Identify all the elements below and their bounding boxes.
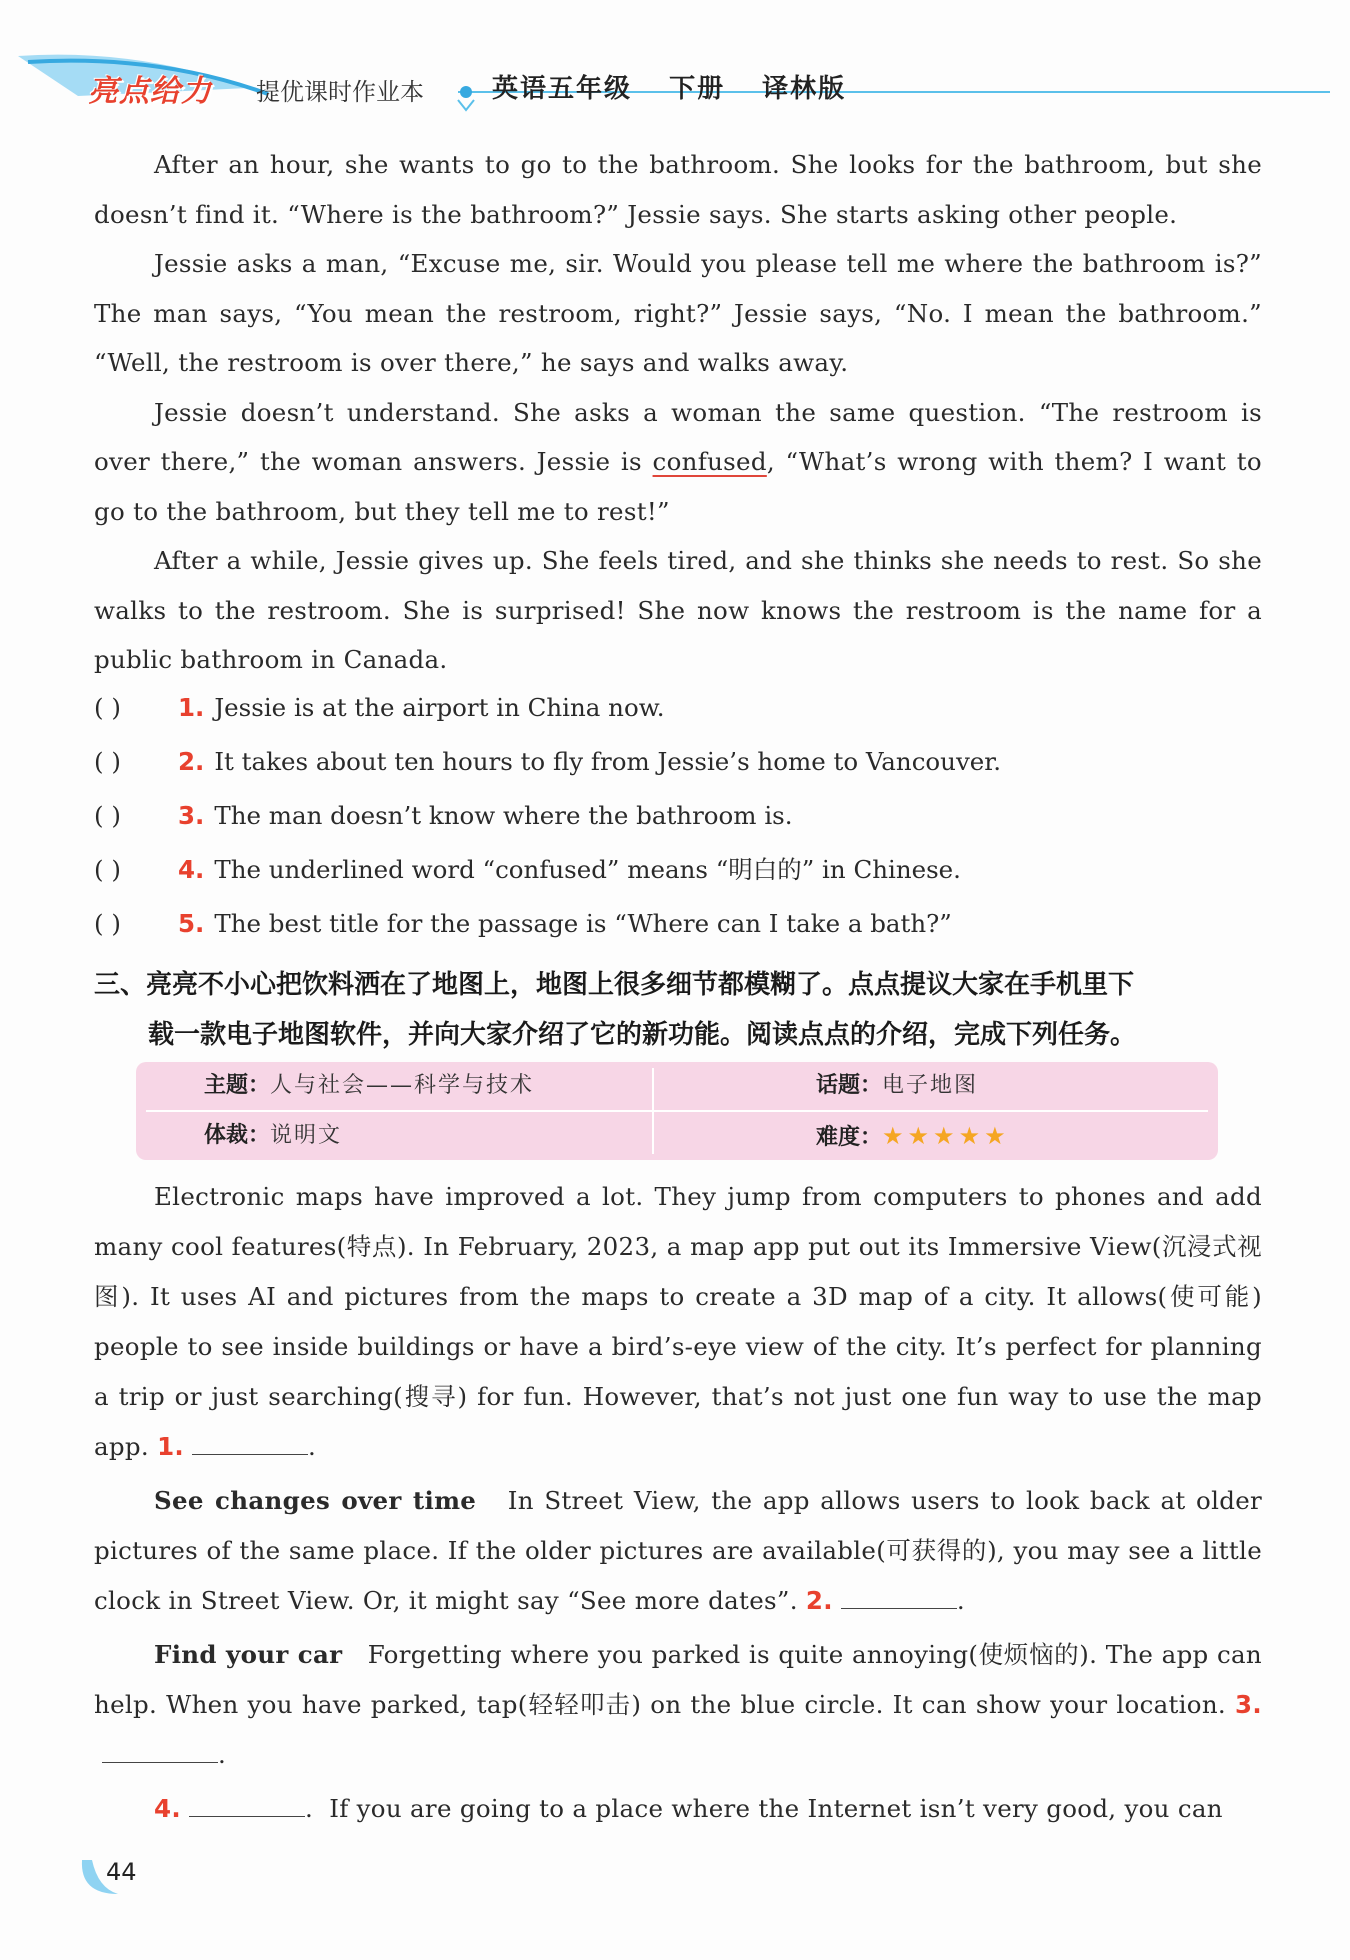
- brand-logo: 亮点给力: [88, 74, 212, 109]
- text-run: If you are going to a place where the Internet isn’t very good, you can: [329, 1794, 1223, 1823]
- paragraph: 4. . If you are going to a place where the Internet isn’t very good, you can: [94, 1784, 1262, 1834]
- grade-label: 英语五年级: [492, 74, 633, 104]
- paragraph: Find your car Forgetting where you parked is quite annoying(使烦恼的). The app can help. When you have parked, tap(轻轻叩击) on the blue circle. It can show your location. 3..: [94, 1640, 1263, 1769]
- question-number: 5.: [178, 909, 205, 938]
- text-run: Electronic maps have improved a lot. They jump from computers to phones and add many cool features(特点). In February, 2023, a map app put out its Immersive View(沉浸式视图). It uses AI and pictures from the maps to create a 3D map of a city. It allows(使可能) people to see inside buildings or have a bird’s-eye view of the city. It’s perfect for planning a trip or just searching(搜寻) for fun. However, that’s not just one fun way to use the map app.: [94, 1182, 1262, 1461]
- topic-value: 电子地图: [882, 1073, 979, 1098]
- instruction-line: 三、亮亮不小心把饮料洒在了地图上，地图上很多细节都模糊了。点点提议大家在手机里下: [94, 970, 1135, 1000]
- answer-blank[interactable]: ( ): [94, 855, 121, 884]
- paragraph: Jessie asks a man, “Excuse me, sir. Would you please tell me where the bathroom is?” The man says, “You mean the restroom, right?” Jessie says, “No. I mean the bathroom.” “Well, the restroom is over there,” he says and walks away.: [94, 249, 1262, 377]
- question-text: The man doesn’t know where the bathroom is.: [214, 801, 793, 830]
- theme-cell: [204, 1064, 534, 1108]
- answer-blank[interactable]: ( ): [94, 693, 121, 722]
- passage-info-box: [136, 1062, 1218, 1160]
- question-text: The underlined word “confused” means “明白的” in Chinese.: [214, 855, 961, 884]
- difficulty-label: 难度：: [816, 1125, 883, 1150]
- question-item: [94, 688, 1274, 728]
- passage-2: [94, 1172, 1262, 1834]
- page-header: [18, 48, 1330, 118]
- theme-value: 人与社会——科学与技术: [270, 1073, 535, 1098]
- section-heading: Find your car: [154, 1640, 343, 1669]
- divider: [146, 1110, 1208, 1112]
- blank-number: 3.: [1235, 1690, 1262, 1719]
- section-3-instructions: [94, 960, 1274, 1060]
- question-number: 4.: [178, 855, 205, 884]
- paragraph: See changes over time In Street View, the app allows users to look back at older pictures of the same place. If the older pictures are available(可获得的), you may see a little clock in Street View. Or, it might say “See more dates”. 2. .: [94, 1486, 1262, 1615]
- section-heading: See changes over time: [154, 1486, 477, 1515]
- page-number: 44: [106, 1858, 137, 1886]
- blank-number: 1.: [157, 1432, 185, 1461]
- question-item: [94, 796, 1274, 836]
- question-text: Jessie is at the airport in China now.: [214, 693, 665, 722]
- theme-label: 主题：: [204, 1073, 271, 1098]
- answer-blank[interactable]: ( ): [94, 909, 121, 938]
- text-run: In Street View, the app allows users to look back at older pictures of the same place. If the older pictures are available(可获得的), you may see a little clock in Street View. Or, it might say “See more dates”.: [94, 1486, 1262, 1615]
- instruction-line: 载一款电子地图软件，并向大家介绍了它的新功能。阅读点点的介绍，完成下列任务。: [148, 1020, 1137, 1050]
- text-run: , “What’s wrong with them? I want to go to the bathroom, but they tell me to rest!”: [94, 447, 1262, 526]
- star-rating-icon: ★★★★★: [882, 1122, 1010, 1150]
- text-run: Forgetting where you parked is quite annoying(使烦恼的). The app can help. When you have parked, tap(轻轻叩击) on the blue circle. It can show your location.: [94, 1640, 1263, 1719]
- fill-blank[interactable]: [102, 1736, 218, 1763]
- fill-blank[interactable]: [841, 1582, 957, 1609]
- series-title: 提优课时作业本: [256, 78, 424, 106]
- volume-label: 下册: [669, 74, 726, 104]
- genre-value: 说明文: [270, 1123, 343, 1148]
- genre-label: 体裁：: [204, 1123, 271, 1148]
- question-number: 3.: [178, 801, 205, 830]
- paragraph: After an hour, she wants to go to the bathroom. She looks for the bathroom, but she doesn’t find it. “Where is the bathroom?” Jessie says. She starts asking other people.: [94, 150, 1262, 229]
- topic-label: 话题：: [816, 1073, 883, 1098]
- underlined-word: confused: [652, 447, 767, 476]
- paragraph: [94, 388, 1262, 537]
- blank-number: 4.: [154, 1794, 181, 1823]
- genre-cell: [204, 1114, 342, 1158]
- answer-blank[interactable]: ( ): [94, 747, 121, 776]
- grade-info: [492, 68, 872, 105]
- paragraph: Electronic maps have improved a lot. They jump from computers to phones and add many cool features(特点). In February, 2023, a map app put out its Immersive View(沉浸式视图). It uses AI and pictures from the maps to create a 3D map of a city. It allows(使可能) people to see inside buildings or have a bird’s-eye view of the city. It’s perfect for planning a trip or just searching(搜寻) for fun. However, that’s not just one fun way to use the map app. 1. .: [94, 1182, 1262, 1461]
- edition-label: 译林版: [762, 74, 847, 104]
- question-item: [94, 742, 1274, 782]
- question-text: The best title for the passage is “Where can I take a bath?”: [214, 909, 952, 938]
- page-number-badge: [78, 1850, 148, 1900]
- text-run: Jessie doesn’t understand. She asks a woman the same question. “The restroom is over there,” the woman answers. Jessie is: [94, 397, 1262, 476]
- question-number: 2.: [178, 747, 205, 776]
- question-number: 1.: [178, 693, 205, 722]
- answer-blank[interactable]: ( ): [94, 801, 121, 830]
- fill-blank[interactable]: [192, 1428, 308, 1455]
- question-item: [94, 850, 1274, 890]
- question-text: It takes about ten hours to fly from Jessie’s home to Vancouver.: [214, 747, 1002, 776]
- passage-1: [94, 140, 1262, 685]
- topic-cell: [816, 1064, 978, 1108]
- fill-blank[interactable]: [189, 1790, 305, 1817]
- blank-number: 2.: [805, 1586, 833, 1615]
- difficulty-cell: [816, 1114, 1010, 1160]
- paragraph: After a while, Jessie gives up. She feels tired, and she thinks she needs to rest. So she walks to the restroom. She is surprised! She now knows the restroom is the name for a public bathroom in Canada.: [94, 546, 1262, 674]
- question-item: [94, 904, 1274, 944]
